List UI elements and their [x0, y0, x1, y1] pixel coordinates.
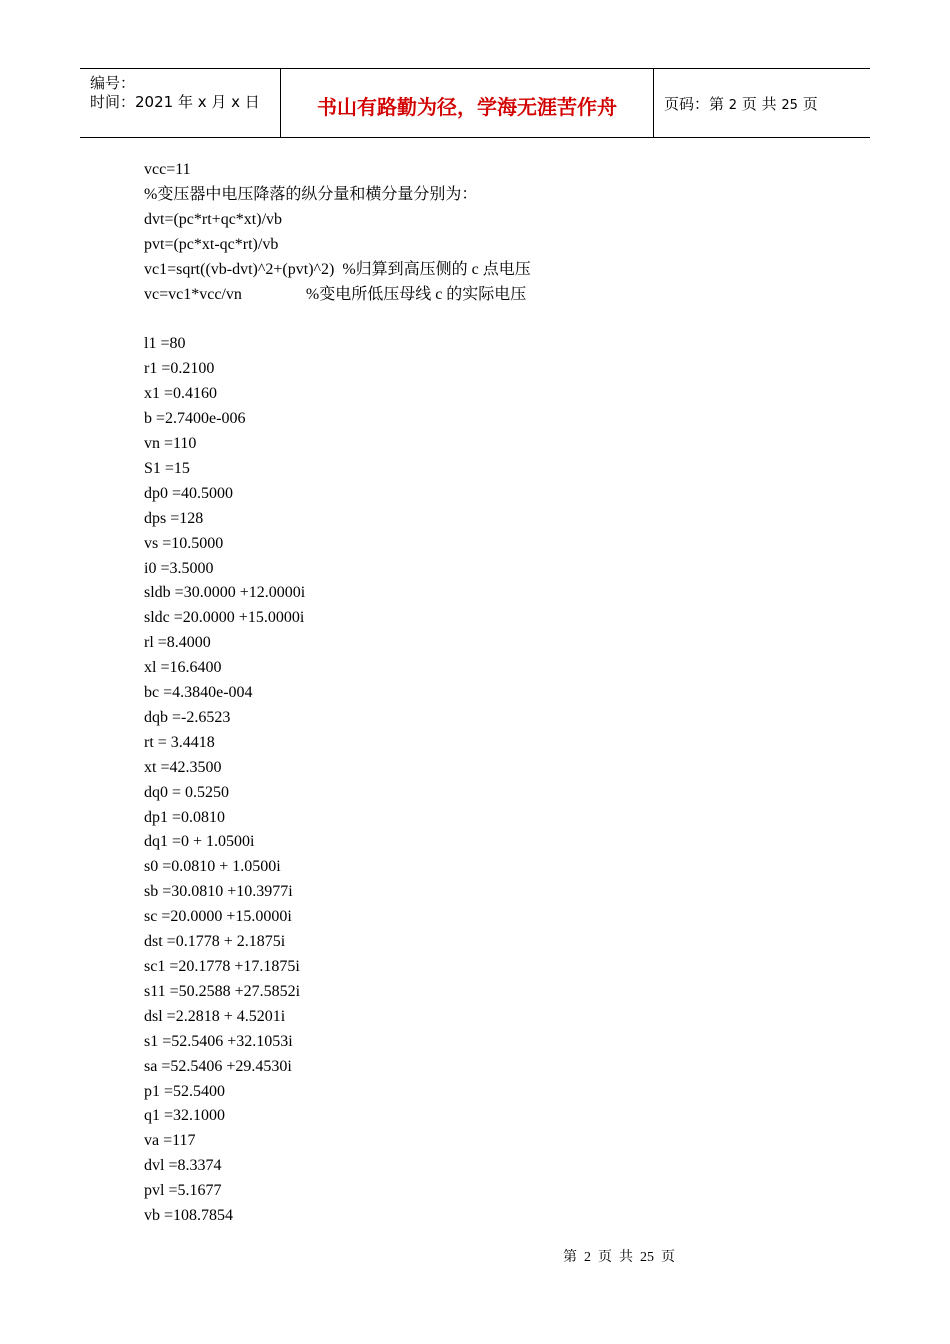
text-line — [144, 307, 844, 332]
text-line: bc =4.3840e-004 — [144, 684, 253, 702]
motto: 书山有路勤为径，学海无涯苦作舟 — [317, 95, 617, 119]
text-line: x1 =0.4160 — [144, 385, 218, 403]
page-header — [80, 68, 870, 138]
text-line: dp0 =40.5000 — [144, 484, 234, 502]
text-line: vn =110 — [144, 434, 197, 452]
text-line: dp1 =0.0810 — [144, 808, 226, 826]
text-line: dsl =2.2818 + 4.5201i — [144, 1007, 286, 1025]
text-line: dqb =-2.6523 — [144, 708, 231, 726]
text-line: vcc=11 — [144, 161, 191, 178]
header-left-cell — [80, 69, 281, 137]
text-line: pvl =5.1677 — [144, 1182, 222, 1200]
text-line: vc1=sqrt((vb-dvt)^2+(pvt)^2) %归算到高压侧的 c 点电压 — [144, 260, 531, 278]
text-line: sc1 =20.1778 +17.1875i — [144, 958, 300, 975]
page-prefix: 页码：第 — [664, 95, 729, 113]
text-line: sc =20.0000 +15.0000i — [144, 908, 292, 926]
text-line: b =2.7400e-006 — [144, 410, 246, 428]
page-info — [664, 93, 818, 114]
text-line: r1 =0.2100 — [144, 360, 215, 378]
text-line: pvt=(pc*xt-qc*rt)/vb — [144, 235, 279, 253]
text-line: l1 =80 — [144, 335, 186, 353]
text-line: xl =16.6400 — [144, 659, 222, 677]
time-label: 时间：2021 年 x 月 x 日 — [90, 93, 260, 111]
text-line: %变压器中电压降落的纵分量和横分量分别为： — [144, 185, 478, 203]
code-label: 编号： — [90, 74, 136, 92]
text-line: p1 =52.5400 — [144, 1082, 226, 1100]
code-output-body — [144, 158, 844, 1229]
page-suffix: 页 — [797, 95, 818, 113]
header-right-cell — [654, 69, 870, 137]
text-line: dq0 = 0.5250 — [144, 783, 230, 801]
text-line: rl =8.4000 — [144, 634, 211, 652]
text-line: dvt=(pc*rt+qc*xt)/vb — [144, 210, 283, 228]
page-number: 2 — [728, 98, 738, 113]
text-line: vs =10.5000 — [144, 534, 224, 552]
text-line: s11 =50.2588 +27.5852i — [144, 982, 301, 1000]
text-line: sldc =20.0000 +15.0000i — [144, 609, 305, 627]
text-line: sa =52.5406 +29.4530i — [144, 1057, 292, 1075]
header-middle-cell — [281, 69, 654, 137]
text-line: dq1 =0 + 1.0500i — [144, 833, 255, 851]
text-line: dps =128 — [144, 509, 204, 527]
text-line: q1 =32.1000 — [144, 1107, 226, 1125]
text-line: rt = 3.4418 — [144, 733, 215, 751]
text-line: xt =42.3500 — [144, 758, 222, 776]
page-footer: 第 2 页 共 25 页 — [563, 1250, 675, 1265]
text-line: va =117 — [144, 1132, 196, 1150]
text-line: s0 =0.0810 + 1.0500i — [144, 858, 281, 876]
text-line: i0 =3.5000 — [144, 559, 214, 577]
text-line: sb =30.0810 +10.3977i — [144, 883, 293, 901]
text-line: S1 =15 — [144, 459, 190, 477]
text-line: dst =0.1778 + 2.1875i — [144, 933, 286, 951]
text-line: vc=vc1*vcc/vn %变电所低压母线 c 的实际电压 — [144, 285, 527, 303]
text-line: s1 =52.5406 +32.1053i — [144, 1032, 293, 1050]
text-line: dvl =8.3374 — [144, 1157, 222, 1175]
page-mid: 页 共 — [737, 95, 782, 113]
text-line: sldb =30.0000 +12.0000i — [144, 584, 306, 602]
text-line: vb =108.7854 — [144, 1207, 234, 1225]
page-total: 25 — [781, 98, 798, 113]
